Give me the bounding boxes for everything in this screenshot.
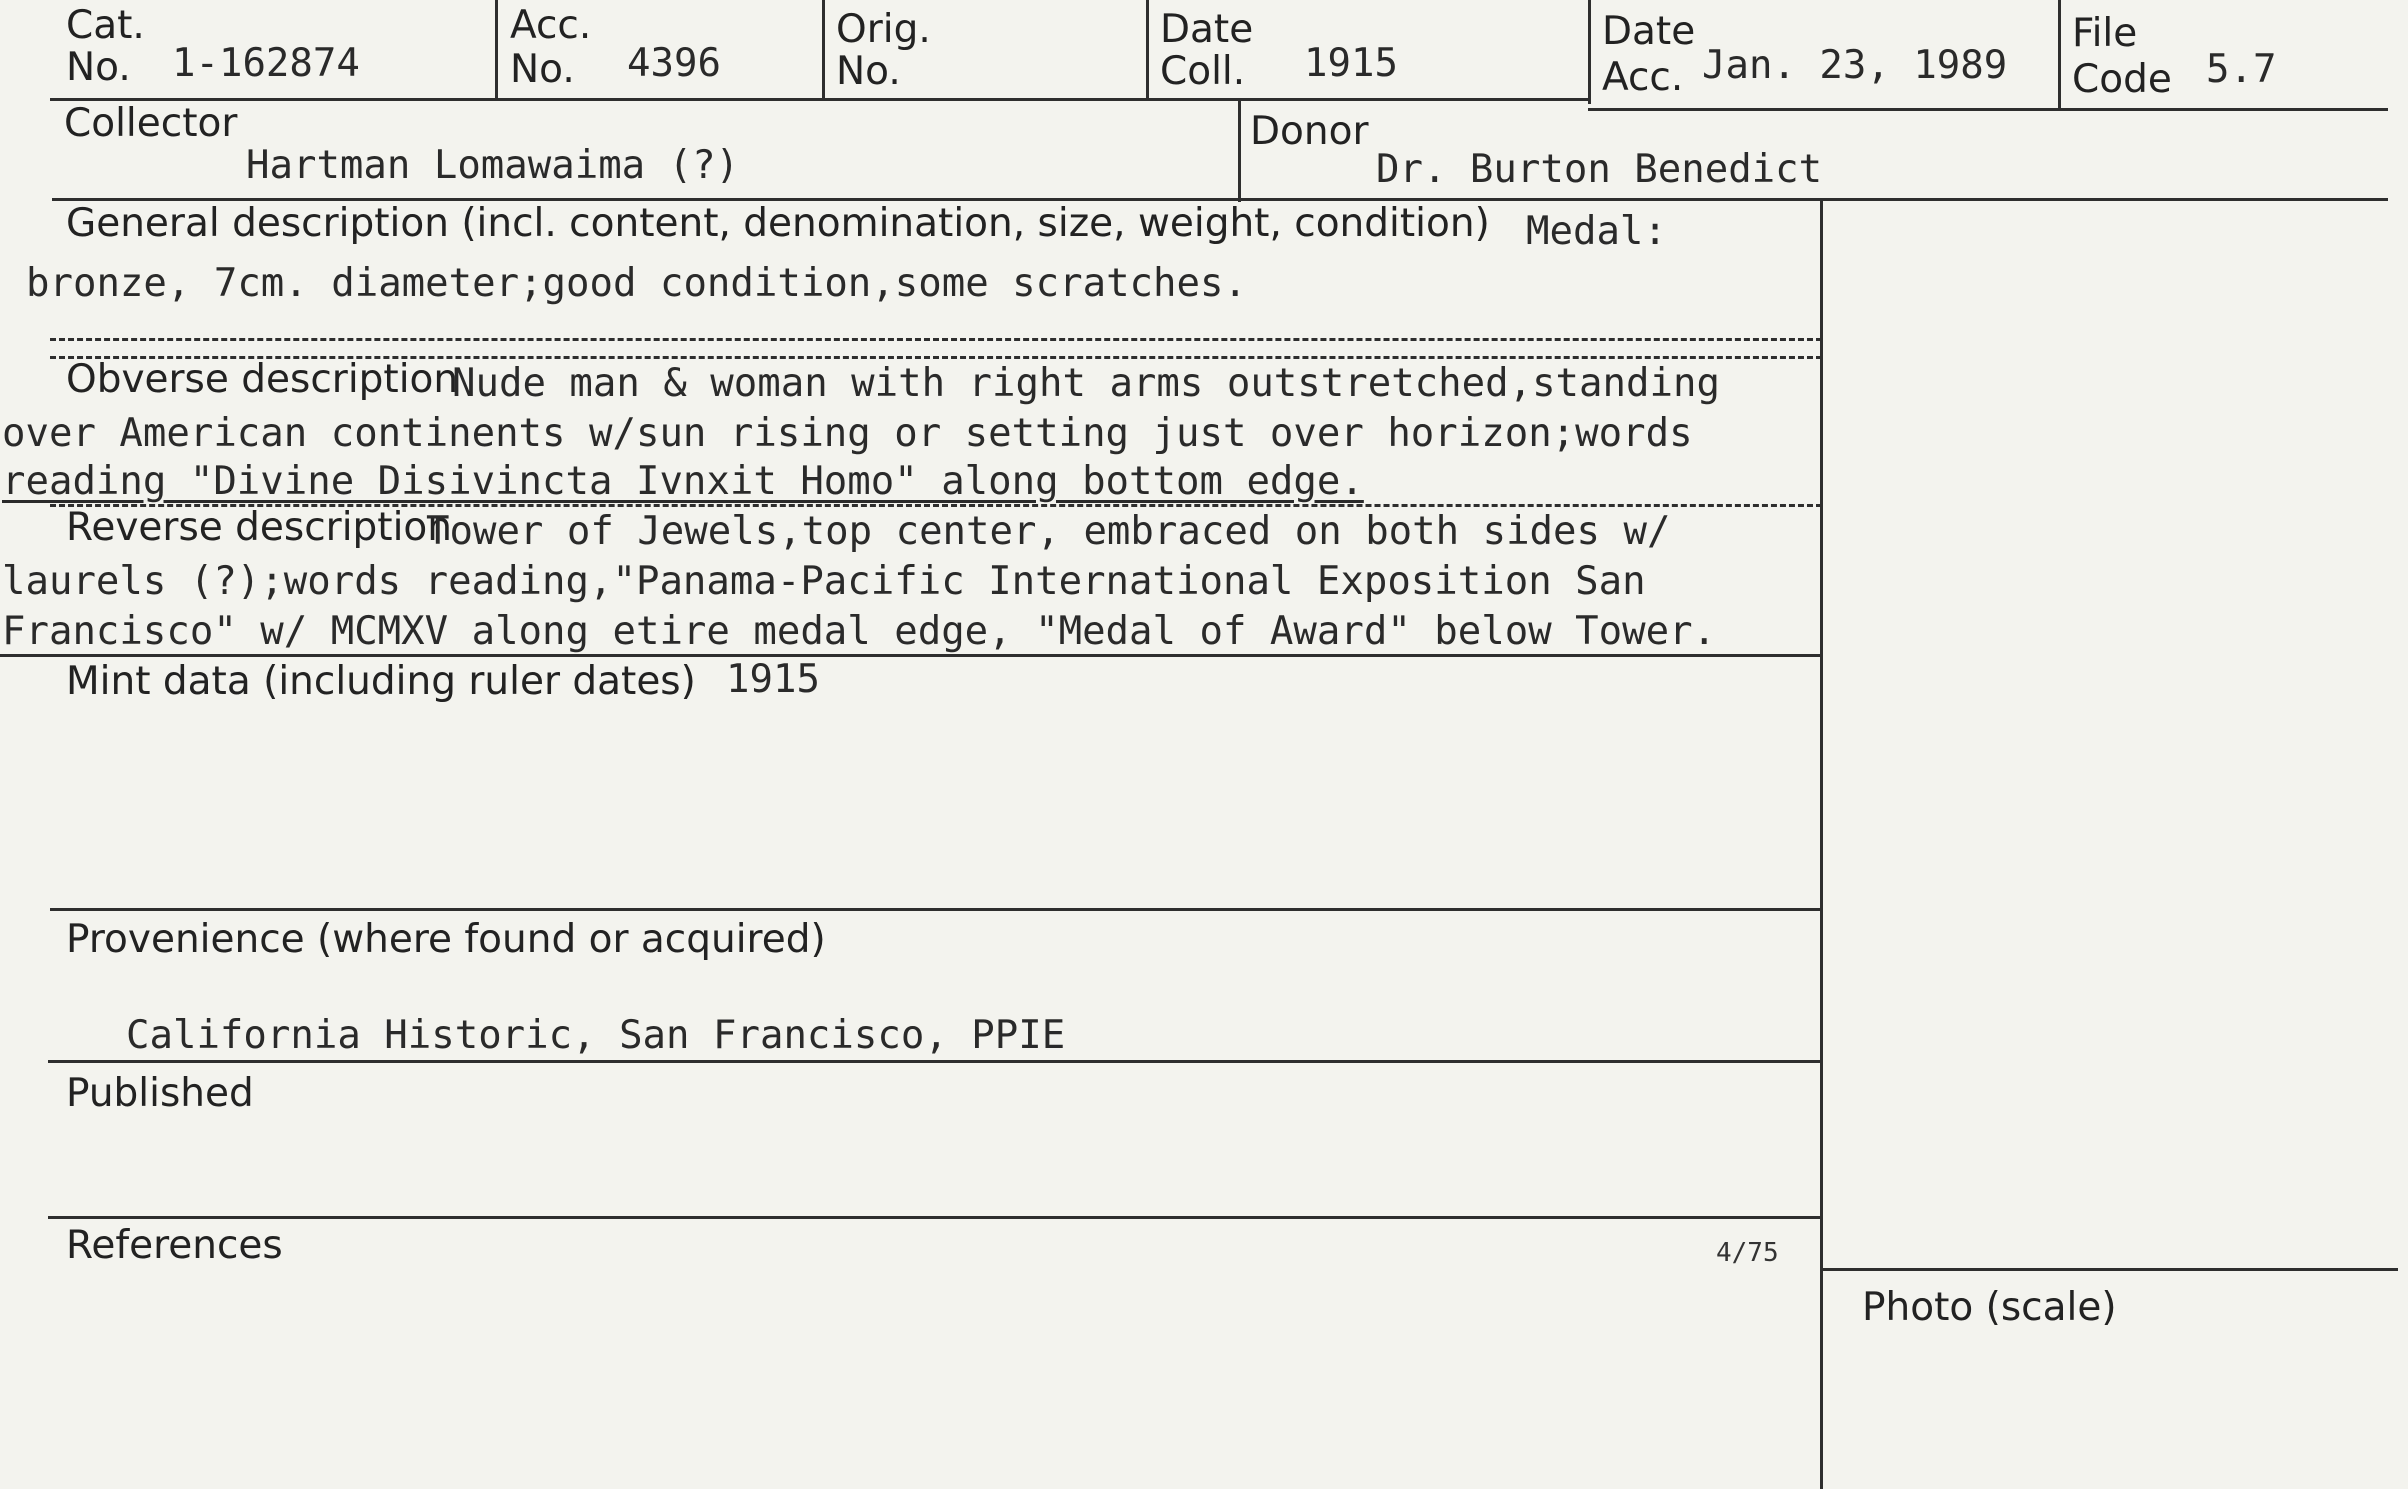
mint-data-value: 1915 bbox=[726, 657, 820, 702]
provenience-value: California Historic, San Francisco, PPIE bbox=[126, 1013, 1066, 1058]
header-divider bbox=[2058, 0, 2061, 108]
cat-no-value: 1-162874 bbox=[172, 41, 360, 86]
donor-value: Dr. Burton Benedict bbox=[1376, 147, 1823, 192]
date-acc-value: Jan. 23, 1989 bbox=[1702, 43, 2008, 88]
collector-label: Collector bbox=[64, 101, 238, 146]
general-description-text: Medal: bbox=[1526, 209, 1667, 254]
row-line bbox=[48, 1216, 1822, 1219]
reverse-label: Reverse description bbox=[66, 505, 453, 550]
date-coll-label-2: Coll. bbox=[1160, 49, 1246, 94]
row-line bbox=[50, 908, 1822, 911]
date-acc-label: Date bbox=[1602, 9, 1696, 54]
file-label: File bbox=[2072, 11, 2138, 56]
provenience-label: Provenience (where found or acquired) bbox=[66, 917, 826, 962]
obverse-label: Obverse description bbox=[66, 357, 459, 402]
acc-label: Acc. bbox=[510, 3, 592, 48]
orig-label: Orig. bbox=[836, 7, 931, 52]
header-divider bbox=[822, 0, 825, 98]
row-line bbox=[50, 98, 1590, 101]
obverse-text: over American continents w/sun rising or setting just over horizon;words bbox=[2, 411, 1693, 456]
donor-label: Donor bbox=[1250, 109, 1369, 154]
header-divider bbox=[1588, 0, 1591, 104]
cat-label: Cat. bbox=[66, 3, 145, 48]
row-line bbox=[1588, 108, 2388, 111]
obverse-text: reading "Divine Disivincta Ivnxit Homo" along bottom edge. bbox=[2, 459, 1364, 504]
reverse-text: Tower of Jewels,top center, embraced on both sides w/ bbox=[426, 509, 1671, 554]
references-label: References bbox=[66, 1223, 283, 1268]
cat-no-label: No. bbox=[66, 45, 131, 90]
file-code-label: Code bbox=[2072, 57, 2172, 102]
general-description-text: bronze, 7cm. diameter;good condition,some scratches. bbox=[26, 261, 1247, 306]
file-code-value: 5.7 bbox=[2206, 47, 2277, 92]
collector-value: Hartman Lomawaima (?) bbox=[246, 143, 740, 188]
acc-no-label: No. bbox=[510, 47, 575, 92]
date-coll-value: 1915 bbox=[1304, 41, 1398, 86]
photo-box-top-line bbox=[1820, 1268, 2398, 1271]
photo-column-divider bbox=[1820, 200, 1823, 1489]
date-coll-label: Date bbox=[1160, 7, 1254, 52]
row-line bbox=[0, 654, 1822, 657]
dashed-separator bbox=[50, 338, 1822, 341]
general-description-label: General description (incl. content, denomination, size, weight, condition) bbox=[66, 201, 1490, 246]
row-line bbox=[48, 1060, 1822, 1063]
header-divider bbox=[1146, 0, 1149, 98]
obverse-text: Nude man & woman with right arms outstretched,standing bbox=[452, 361, 1720, 406]
photo-scale-label: Photo (scale) bbox=[1862, 1285, 2117, 1330]
date-acc-label-2: Acc. bbox=[1602, 55, 1684, 100]
orig-no-label: No. bbox=[836, 49, 901, 94]
mint-data-label: Mint data (including ruler dates) bbox=[66, 659, 696, 704]
reverse-text: laurels (?);words reading,"Panama-Pacific International Exposition San bbox=[2, 559, 1646, 604]
form-code: 4/75 bbox=[1716, 1238, 1779, 1268]
published-label: Published bbox=[66, 1071, 254, 1116]
collector-donor-divider bbox=[1238, 98, 1241, 202]
reverse-text: Francisco" w/ MCMXV along etire medal edge, "Medal of Award" below Tower. bbox=[2, 609, 1717, 654]
header-divider bbox=[495, 0, 498, 98]
acc-no-value: 4396 bbox=[627, 41, 721, 86]
